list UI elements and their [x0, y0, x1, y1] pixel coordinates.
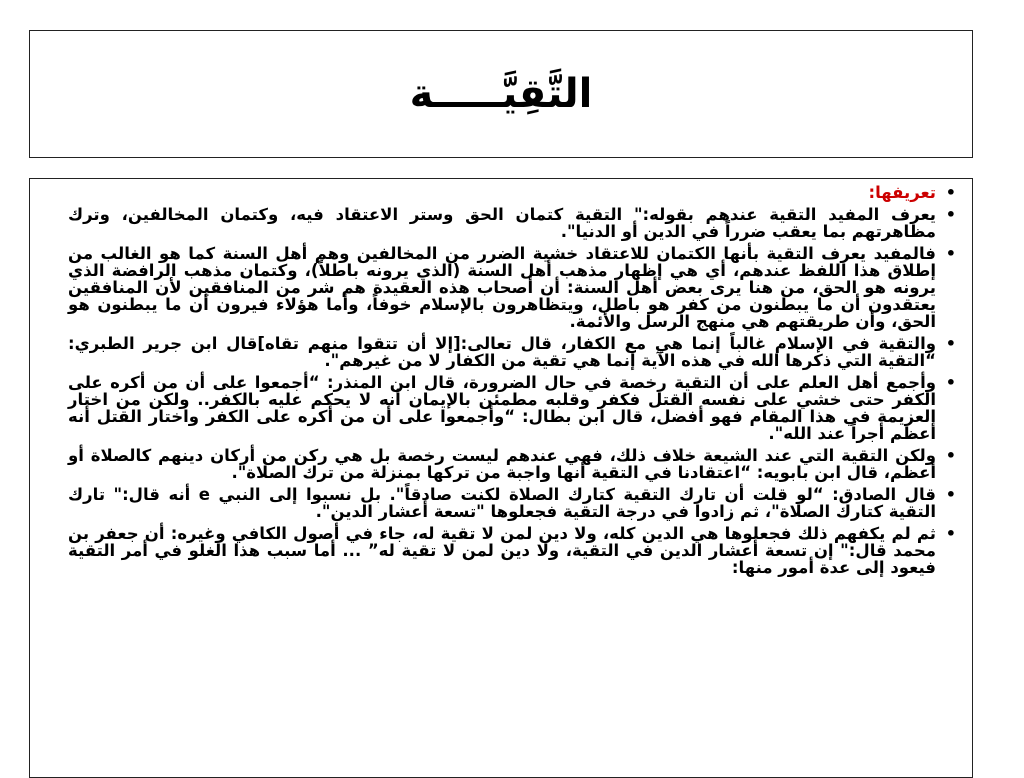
bullet-point: • ثم لم يكفهم ذلك فجعلوها هي الدين كله، ولا دين لمن لا تقية له، جاء في أصول الكافي وغيره: أن جعفر بن محمد قال:" إن تسعة أعشار الدين في التقية، ولا دين لمن لا تقية له” ... أما سبب هذا الغلو في أمر التقية فيعود إلى عدة أمور منها:: [68, 525, 956, 576]
bullet-point: • ولكن التقية التي عند الشيعة خلاف ذلك، فهي عندهم ليست رخصة بل هي ركن من أركان دينهم كالصلاة أو أعظم، قال ابن بابويه: “اعتقادنا في التقية أنها واجبة من تركها بمنزلة من ترك الصلاة".: [68, 447, 956, 481]
bullet-point: • والتقية في الإسلام غالباً إنما هي مع الكفار، قال تعالى:[إلا أن تتقوا منهم تقاه]قال ابن جرير الطبري: “التقية التي ذكرها الله في هذه الآية إنما هي تقية من الكفار لا من غيرهم".: [68, 335, 956, 369]
bullet-list: [30, 179, 972, 576]
bullet-point: • قال الصادق: “لو قلت أن تارك التقية كتارك الصلاة لكنت صادقاً". بل نسبوا إلى النبي e أنه قال:" تارك التقية كتارك الصلاة"، ثم زادوا في درجة التقية فجعلوها "تسعة أعشار الدين".: [68, 486, 956, 520]
bullet-point: • وأجمع أهل العلم على أن التقية رخصة في حال الضرورة، قال ابن المنذر: “أجمعوا على أن من أكره على الكفر حتى خشي على نفسه القتل فكفر وقلبه مطمئن بالإيمان أنه لا يحكم عليه بالكفر.. ولكن من اختار العزيمة في هذا المقام فهو أفضل، قال ابن بطال: “وأجمعوا على أن من أكره على الكفر واختار القتل أنه أعظم أجراً عند الله".: [68, 374, 956, 442]
content-frame: [29, 178, 973, 778]
title-frame: [29, 30, 973, 158]
slide-title: التَّقِيَّـــــة: [409, 71, 593, 117]
bullet-heading: • تعريفها:: [68, 184, 956, 201]
bullet-point: • يعرف المفيد التقية عندهم بقوله:" التقية كتمان الحق وستر الاعتقاد فيه، وكتمان المخالفين، وترك مظاهرتهم بما يعقب ضرراً في الدين أو الدنيا".: [68, 206, 956, 240]
bullet-point: • فالمفيد يعرف التقية بأنها الكتمان للاعتقاد خشية الضرر من المخالفين وهم أهل السنة كما هو الغالب من إطلاق هذا اللفظ عندهم، أي هي إظهار مذهب أهل السنة (الذي يرونه باطلاً)، وكتمان مذهب الرافضة الذي يرونه هو الحق، من هنا يرى بعض أهل السنة: أن أصحاب هذه العقيدة هم شر من المنافقين لأن المنافقين يعتقدون أن ما يبطنون من كفر هو باطل، ويتظاهرون بالإسلام خوفاً، وأما هؤلاء فيرون أن ما يبطنون هو الحق، وأن طريقتهم هي منهج الرسل والأئمة.: [68, 245, 956, 330]
